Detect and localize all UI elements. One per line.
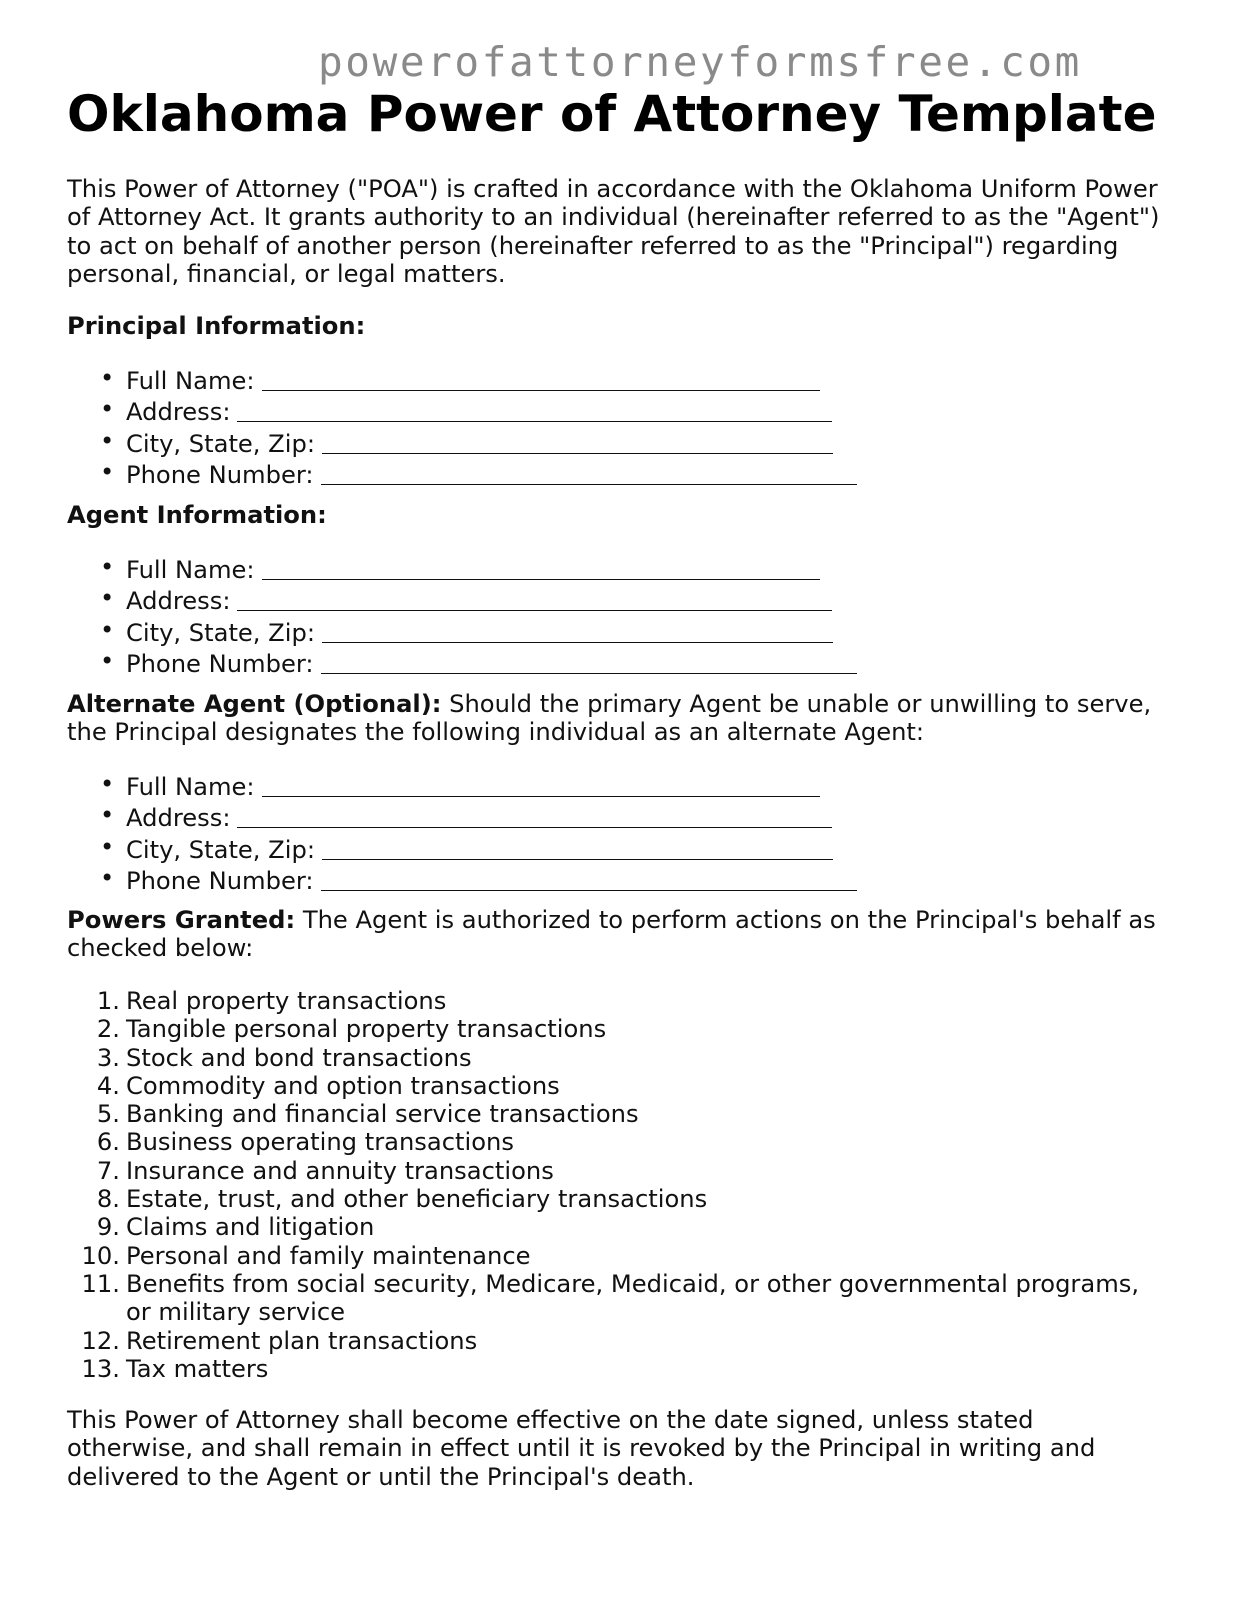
item-number: 3. <box>96 1043 120 1072</box>
list-item <box>67 770 857 801</box>
page-title: Oklahoma Power of Attorney Template <box>67 85 1157 143</box>
power-item-text: Stock and bond transactions <box>126 1043 472 1072</box>
list-item <box>67 1100 1166 1128</box>
principal-fields <box>67 364 857 489</box>
power-item-text: Tangible personal property transactions <box>126 1015 607 1044</box>
field-label: Full Name: <box>126 367 255 395</box>
field-label: City, State, Zip: <box>126 835 315 864</box>
full-name-field[interactable] <box>262 366 820 391</box>
power-item-text: Benefits from social security, Medicare, Medicaid, or other governmental programs, or military service <box>126 1269 1140 1327</box>
power-item-text: Claims and litigation <box>126 1213 375 1242</box>
bullet-icon: • <box>100 584 115 613</box>
alternate-agent-heading: Alternate Agent (Optional): <box>67 690 442 718</box>
power-item-text: Banking and financial service transactions <box>126 1100 639 1129</box>
list-item <box>67 584 857 615</box>
intro-paragraph: This Power of Attorney ("POA") is crafted in accordance with the Oklahoma Uniform Power of Attorney Act. It grants authority to an individual (hereinafter referred to as the "Agent") to act on behalf of another person (hereinafter referred to as the "Principal") regarding personal, financial, or legal matters. <box>67 175 1160 288</box>
power-item-text: Tax matters <box>126 1354 269 1383</box>
address-field[interactable] <box>237 803 832 828</box>
phone-number-field[interactable] <box>321 866 857 891</box>
field-label: Address: <box>126 398 231 427</box>
field-label: Full Name: <box>126 556 255 584</box>
list-item <box>67 1185 1166 1213</box>
item-number: 10. <box>81 1241 120 1270</box>
powers-granted-text: The Agent is authorized to perform actions on the Principal's behalf as checked below: <box>67 906 1156 963</box>
bullet-icon: • <box>100 863 115 892</box>
field-label: Full Name: <box>126 773 255 801</box>
field-label: Phone Number: <box>126 866 314 895</box>
powers-granted-paragraph <box>67 906 1167 963</box>
bullet-icon: • <box>100 615 115 644</box>
bullet-icon: • <box>100 832 115 861</box>
bullet-icon: • <box>100 426 115 455</box>
list-item <box>67 1157 1166 1185</box>
item-number: 5. <box>96 1100 120 1129</box>
list-item <box>67 1072 1166 1100</box>
field-label: Address: <box>126 804 231 833</box>
bullet-icon: • <box>100 553 115 581</box>
city-state-zip-field[interactable] <box>322 618 833 643</box>
item-number: 7. <box>96 1156 120 1185</box>
power-item-text: Personal and family maintenance <box>126 1241 531 1270</box>
full-name-field[interactable] <box>262 555 820 580</box>
item-number: 2. <box>96 1015 120 1044</box>
field-label: Address: <box>126 587 231 616</box>
bullet-icon: • <box>100 364 115 392</box>
list-item <box>67 647 857 678</box>
list-item <box>67 458 857 489</box>
power-item-text: Estate, trust, and other beneficiary transactions <box>126 1185 708 1214</box>
bullet-icon: • <box>100 646 115 675</box>
alternate-agent-text: Should the primary Agent be unable or unwilling to serve, the Principal designates the following individual as an alternate Agent: <box>67 690 1152 747</box>
powers-list <box>67 987 1166 1383</box>
list-item <box>67 364 857 395</box>
power-item-text: Insurance and annuity transactions <box>126 1156 554 1185</box>
item-number: 11. <box>81 1269 120 1298</box>
closing-paragraph: This Power of Attorney shall become effective on the date signed, unless stated otherwise, and shall remain in effect until it is revoked by the Principal in writing and delivered to the Agent or until the Principal's death. <box>67 1406 1096 1491</box>
principal-heading: Principal Information: <box>67 312 366 340</box>
bullet-icon: • <box>100 457 115 486</box>
list-item <box>67 1044 1166 1072</box>
list-item <box>67 1242 1166 1270</box>
address-field[interactable] <box>237 586 832 611</box>
item-number: 8. <box>96 1185 120 1214</box>
item-number: 13. <box>81 1354 120 1383</box>
item-number: 4. <box>96 1071 120 1100</box>
field-label: Phone Number: <box>126 460 314 489</box>
power-item-text: Real property transactions <box>126 987 447 1015</box>
list-item <box>67 427 857 458</box>
powers-granted-heading: Powers Granted: <box>67 906 296 934</box>
list-item <box>67 1213 1166 1241</box>
item-number: 6. <box>96 1128 120 1157</box>
list-item <box>67 553 857 584</box>
list-item <box>67 1128 1166 1156</box>
bullet-icon: • <box>100 395 115 424</box>
list-item <box>67 1270 1166 1327</box>
list-item <box>67 864 857 895</box>
item-number: 12. <box>81 1326 120 1355</box>
phone-number-field[interactable] <box>321 649 857 674</box>
list-item <box>67 833 857 864</box>
list-item <box>67 1015 1166 1043</box>
bullet-icon: • <box>100 770 115 798</box>
phone-number-field[interactable] <box>321 460 857 485</box>
list-item <box>67 987 1166 1015</box>
address-field[interactable] <box>237 397 832 422</box>
item-number: 9. <box>96 1213 120 1242</box>
agent-heading: Agent Information: <box>67 501 327 529</box>
city-state-zip-field[interactable] <box>322 429 833 454</box>
list-item <box>67 616 857 647</box>
list-item <box>67 1327 1166 1355</box>
bullet-icon: • <box>100 801 115 830</box>
list-item <box>67 1355 1166 1383</box>
alternate-agent-paragraph <box>67 690 1167 747</box>
list-item <box>67 801 857 832</box>
full-name-field[interactable] <box>262 772 820 797</box>
power-item-text: Retirement plan transactions <box>126 1326 478 1355</box>
list-item <box>67 395 857 426</box>
power-item-text: Commodity and option transactions <box>126 1071 560 1100</box>
city-state-zip-field[interactable] <box>322 835 833 860</box>
field-label: City, State, Zip: <box>126 618 315 647</box>
power-item-text: Business operating transactions <box>126 1128 514 1157</box>
alternate-agent-fields <box>67 770 857 895</box>
field-label: City, State, Zip: <box>126 429 315 458</box>
agent-fields <box>67 553 857 678</box>
watermark: powerofattorneyformsfree.com <box>318 38 1082 86</box>
item-number: 1. <box>96 987 120 1015</box>
field-label: Phone Number: <box>126 649 314 678</box>
